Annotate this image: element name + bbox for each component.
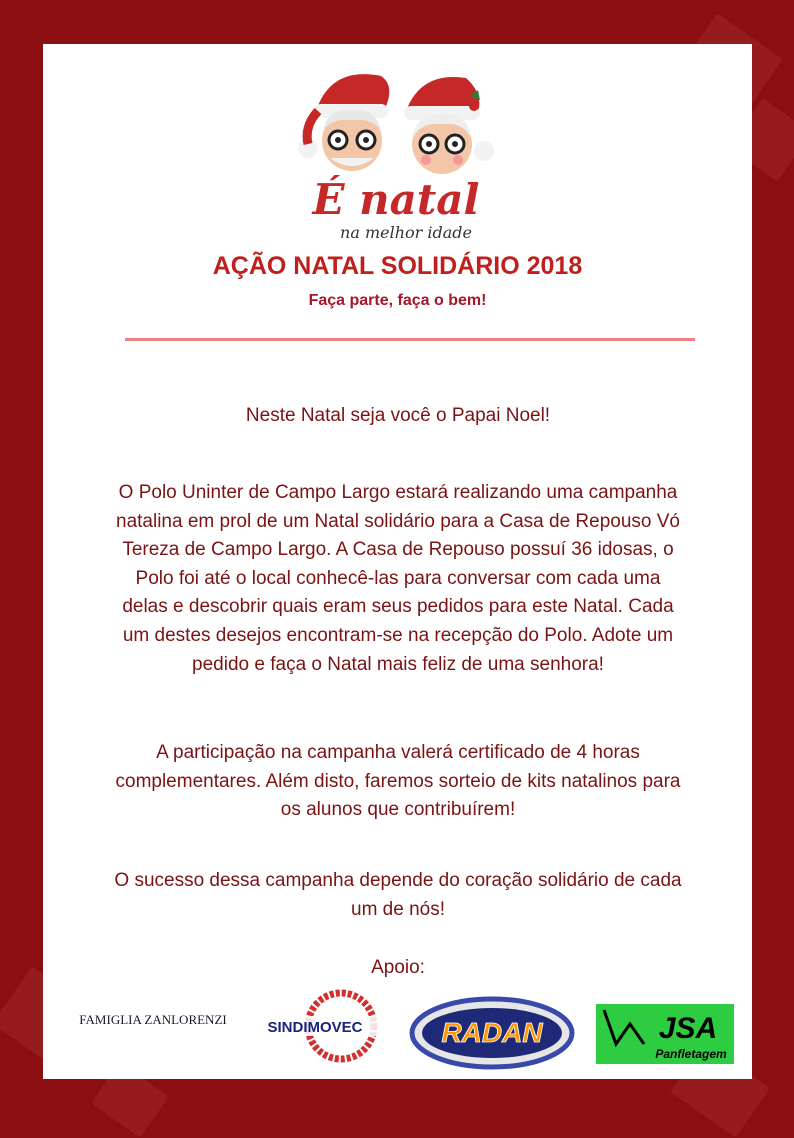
svg-text:É natal: É natal bbox=[312, 175, 480, 224]
page-subtitle: Faça parte, faça o bem! bbox=[308, 292, 487, 309]
svg-text:SINDIMOVEC: SINDIMOVEC bbox=[267, 1019, 363, 1036]
svg-text:na melhor idade: na melhor idade bbox=[340, 223, 472, 242]
campaign-paragraph: O Polo Uninter de Campo Largo estará realizando uma campanha natalina em prol de um Natal solidário para a Casa de Repouso Vó Tereza de Campo Largo. A Casa de Repouso possuí 36 idosas, o Polo foi até o local conhecê-las para conversar com cada uma delas e descobrir quais eram seus pedidos para este Natal. Cada um destes desejos encontram-se na recepção do Polo. Adote um pedido e faça o Natal mais feliz de uma senhora! bbox=[116, 482, 680, 675]
sponsor-logo-zanlorenzi bbox=[71, 996, 236, 1041]
natal-logo bbox=[286, 56, 506, 244]
divider bbox=[125, 338, 695, 341]
intro-paragraph: Neste Natal seja você o Papai Noel! bbox=[245, 405, 551, 426]
svg-text:Panfletagem: Panfletagem bbox=[655, 1047, 727, 1061]
certificate-paragraph: A participação na campanha valerá certificado de 4 horas complementares. Além disto, faremos sorteio de kits natalinos para os alunos que contribuírem! bbox=[115, 742, 681, 821]
svg-text:JSA: JSA bbox=[658, 1012, 718, 1045]
flyer-sheet bbox=[43, 44, 752, 1079]
closing-paragraph: O sucesso dessa campanha depende do coração solidário de cada um de nós! bbox=[114, 870, 682, 920]
sponsor-logo-sindimovec bbox=[255, 986, 385, 1068]
support-label: Apoio: bbox=[371, 957, 425, 978]
sponsor-logo-jsa bbox=[596, 1004, 734, 1064]
svg-text:FAMIGLIA ZANLORENZI: FAMIGLIA ZANLORENZI bbox=[79, 1012, 227, 1027]
page-title: AÇÃO NATAL SOLIDÁRIO 2018 bbox=[212, 252, 583, 280]
sponsor-logo-radan bbox=[408, 994, 576, 1072]
svg-text:RADAN: RADAN bbox=[441, 1017, 543, 1048]
